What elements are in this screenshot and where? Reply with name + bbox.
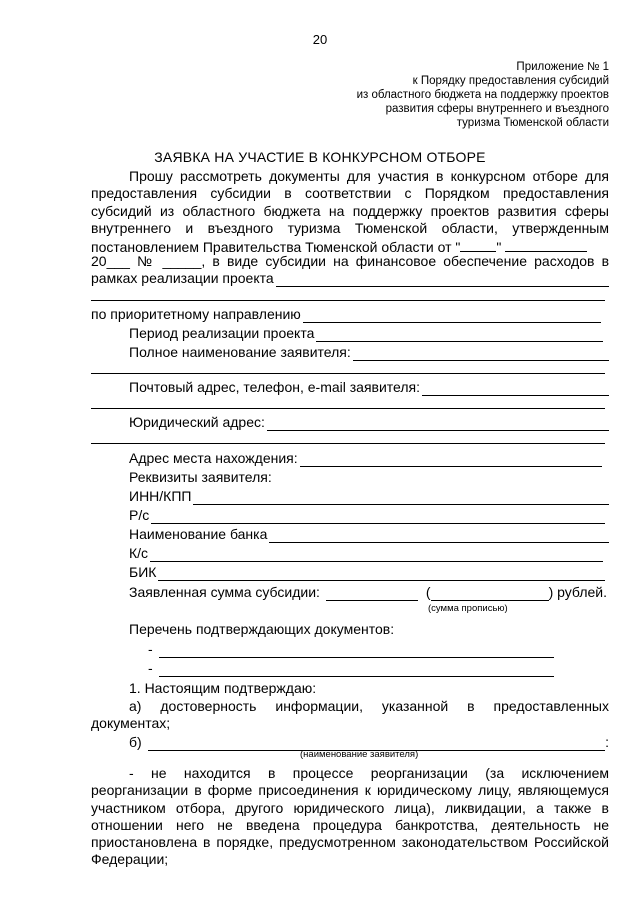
inn-row	[129, 487, 609, 505]
doc-dash: -	[148, 660, 153, 676]
bank-field[interactable]	[269, 528, 609, 543]
rs-field[interactable]	[151, 509, 605, 524]
confirm-heading	[129, 679, 609, 697]
postal-row	[129, 378, 609, 396]
intro-paragraph: Прошу рассмотреть документы для участия в конкурсном отборе для предоставления субсидии в соответствии с Порядком предоставления субсидий из областного бюджета на поддержку проектов развития сферы внутреннего и въездного туризма Тюменской области, утвержденным постановлением Правительства Тюменской области от " "	[91, 168, 609, 256]
ks-row	[129, 544, 603, 562]
location-field[interactable]	[300, 452, 602, 467]
full-name-continuation-line[interactable]	[91, 373, 605, 374]
appendix-line: развития сферы внутреннего и въездного	[385, 103, 609, 115]
requisites-heading	[129, 468, 609, 486]
full-name-label: Полное наименование заявителя:	[129, 344, 351, 360]
rs-row	[129, 506, 605, 524]
sum-caption: (сумма прописью)	[428, 603, 508, 614]
sum-open-paren: (	[425, 584, 431, 600]
location-row	[129, 449, 602, 467]
doc-item	[148, 640, 554, 658]
intro-text: Прошу рассмотреть документы для участия в конкурсном отборе для предоставления субсидии в соответствии с Порядком предоставления субсидий из областного бюджета на поддержку проектов развития сферы внутреннего и въездного туризма Тюменской области, утвержденным постановлением Правительства Тюменской области от "	[91, 168, 609, 256]
confirm-bullet: - не находится в процессе реорганизации (за исключением реорганизации в форме присоединения к юридическому лицу, являющемуся участником отбора, другого юридического лица), ликвидации, а также в отношении него не введена процедура банкротства, деятельность не приостановлена в порядке, предусмотренном законодательством Российской Федерации;	[91, 765, 609, 868]
bik-label: БИК	[129, 564, 157, 580]
period-label: Период реализации проекта	[129, 325, 315, 341]
document-title: ЗАЯВКА НА УЧАСТИЕ В КОНКУРСНОМ ОТБОРЕ	[154, 149, 486, 165]
location-label: Адрес места нахождения:	[129, 450, 298, 466]
bik-field[interactable]	[158, 566, 605, 581]
confirm-b-label: б)	[129, 734, 142, 750]
period-field[interactable]	[316, 327, 603, 342]
docs-label: Перечень подтверждающих документов:	[129, 621, 395, 637]
doc-field[interactable]	[159, 662, 554, 677]
month-blank[interactable]	[505, 237, 587, 252]
requisites-label: Реквизиты заявителя:	[129, 469, 272, 485]
priority-field[interactable]	[303, 308, 601, 323]
day-blank[interactable]	[460, 237, 496, 252]
priority-label: по приоритетному направлению	[91, 306, 301, 322]
priority-row	[91, 305, 601, 323]
bank-label: Наименование банка	[129, 526, 268, 542]
inn-label: ИНН/КПП	[129, 488, 192, 504]
appendix-header	[357, 60, 609, 130]
appendix-line: к Порядку предоставления субсидий	[412, 75, 609, 87]
ks-label: К/с	[129, 545, 149, 561]
confirm-b-colon: :	[605, 734, 609, 750]
period-row	[129, 324, 603, 342]
legal-address-label: Юридический адрес:	[129, 414, 265, 430]
rs-label: Р/с	[129, 507, 150, 523]
full-name-field[interactable]	[353, 346, 609, 361]
project-continuation-line[interactable]	[91, 300, 605, 301]
legal-address-continuation-line[interactable]	[91, 443, 605, 444]
doc-dash: -	[148, 641, 153, 657]
sum-digits-field[interactable]	[326, 586, 418, 601]
confirm-item-a: а) достоверность информации, указанной в предоставленных документах;	[91, 698, 609, 732]
docs-heading	[129, 620, 609, 638]
sum-row	[129, 583, 609, 601]
full-name-row	[129, 343, 609, 361]
appendix-line: туризма Тюменской области	[456, 117, 609, 129]
intro-line-date	[91, 252, 609, 270]
doc-item	[148, 659, 554, 677]
ks-field[interactable]	[150, 547, 603, 562]
postal-continuation-line[interactable]	[91, 408, 605, 409]
bik-row	[129, 563, 605, 581]
legal-address-field[interactable]	[267, 416, 609, 431]
project-field[interactable]	[276, 272, 609, 287]
postal-label: Почтовый адрес, телефон, e-mail заявителя:	[129, 379, 421, 395]
appendix-line: Приложение № 1	[516, 61, 609, 73]
doc-field[interactable]	[159, 643, 554, 658]
bank-row	[129, 525, 609, 543]
appendix-line: из областного бюджета на поддержку проектов	[356, 89, 609, 101]
sum-label: Заявленная сумма субсидии:	[129, 584, 320, 600]
confirm-heading-text: 1. Настоящим подтверждаю:	[129, 680, 317, 696]
inn-field[interactable]	[193, 490, 609, 505]
legal-address-row	[129, 413, 609, 431]
sum-close-label: ) рублей.	[548, 584, 607, 600]
page-number: 20	[312, 32, 328, 47]
sum-words-field[interactable]	[431, 586, 549, 601]
applicant-name-caption: (наименование заявителя)	[300, 749, 419, 760]
project-row	[91, 269, 609, 287]
intro-line-a: 20___ № _____, в виде субсидии на финансовое обеспечение расходов в	[91, 253, 609, 269]
project-label: рамках реализации проекта	[91, 270, 274, 286]
postal-field[interactable]	[422, 381, 609, 396]
